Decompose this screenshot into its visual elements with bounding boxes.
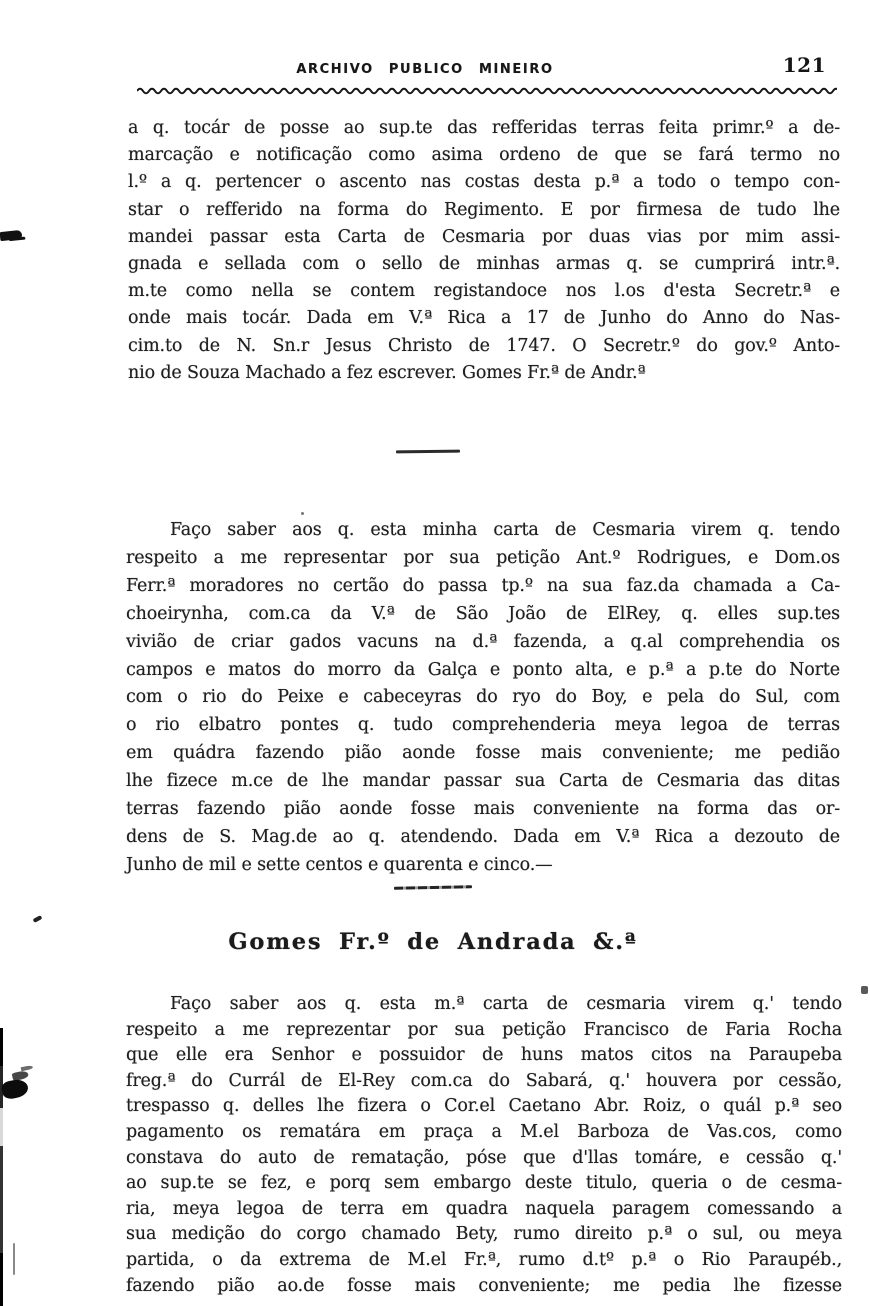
ink-tick-mark [33, 915, 43, 923]
text-line: Faço saber aos q. esta minha carta de Cesmaria virem q. tendo [170, 520, 840, 540]
text-line: pagamento os rematára em praça a M.el Barboza de Vas.cos, como [126, 1121, 842, 1142]
text-line: l.º a q. pertencer o ascento nas costas desta p.ª a todo o tempo con- [128, 172, 840, 193]
binding-gutter-streak [0, 1028, 3, 1306]
text-line: vivião de criar gados vacuns na d.ª fazenda, a q.al comprehendia os [126, 631, 840, 652]
text-line: Faço saber aos q. esta m.ª carta de cesmaria virem q.' tendo [170, 994, 842, 1014]
ink-dot [301, 512, 304, 515]
text-line: ao sup.te se fez, e porq sem embargo deste titulo, queria o de cesma- [126, 1173, 842, 1194]
text-line: choeirynha, com.ca da V.ª de São João de ElRey, q. elles sup.tes [126, 603, 840, 624]
ink-blot [0, 1077, 29, 1100]
text-line: star o refferido na forma do Regimento. E por firmesa de tudo lhe [128, 199, 840, 220]
text-line: cim.to de N. Sn.r Jesus Christo de 1747. O Secretr.º do gov.º Anto- [128, 335, 840, 356]
text-line: gnada e sellada com o sello de minhas armas q. se cumprirá intr.ª. [128, 254, 840, 275]
text-line: a q. tocár de posse ao sup.te das refferidas terras feita primr.º a de- [128, 118, 840, 138]
section-heading-text: Gomes Fr.º de Andrada &.ª [228, 929, 638, 955]
text-line: constava do auto de rematação, póse que d'llas tomáre, e cessão q.' [126, 1147, 842, 1168]
running-head [128, 58, 838, 77]
text-line: terras fazendo pião aonde fosse mais conveniente na forma das or- [126, 799, 840, 820]
text-line: o rio elbatro pontes q. tudo comprehenderia meya legoa de terras [126, 715, 840, 736]
body-paragraph-3 [126, 992, 842, 1299]
body-paragraph-1 [128, 115, 840, 387]
text-line: m.te como nella se contem registandoce nos l.os d'esta Secretr.ª e [128, 281, 840, 302]
ink-smudge-mark [0, 230, 22, 241]
text-line: com o rio do Peixe e cabeceyras do ryo do Boy, e pela do Sul, com [126, 687, 840, 708]
text-line: dens de S. Mag.de ao q. atendendo. Dada em V.ª Rica a dezouto de [126, 826, 840, 847]
text-line: trespasso q. delles lhe fizera o Cor.el Caetano Abr. Roiz, o quál p.ª seo [126, 1096, 842, 1117]
text-line: lhe fizece m.ce de lhe mandar passar sua Carta de Cesmaria das ditas [126, 771, 840, 792]
text-line: partida, o da extrema de M.el Fr.ª, rumo d.tº p.ª o Rio Paraupéb., [126, 1249, 842, 1270]
text-line: marcação e notificação como asima ordeno de que se fará termo no [128, 145, 840, 166]
section-heading [128, 929, 838, 955]
text-line: que elle era Senhor e possuidor de huns matos citos na Paraupeba [126, 1045, 842, 1066]
wavy-rule [137, 84, 837, 96]
section-divider-rule [396, 450, 460, 454]
text-line: respeito a me representar por sua petição Ant.º Rodrigues, e Dom.os [126, 547, 840, 568]
section-divider-rule-2 [394, 885, 472, 890]
text-line: onde mais tocár. Dada em V.ª Rica a 17 de Junho do Anno do Nas- [128, 308, 840, 329]
text-line: fazendo pião ao.de fosse mais conveniente; me pedia lhe fizesse [126, 1275, 842, 1296]
body-paragraph-2 [126, 517, 840, 880]
text-line: respeito a me reprezentar por sua petição Francisco de Faria Rocha [126, 1019, 842, 1040]
text-line: nio de Souza Machado a fez escrever. Gomes Fr.ª de Andr.ª [128, 362, 646, 383]
text-line: ria, meya legoa de terra em quadra naquela paragem comessando a [126, 1198, 842, 1219]
text-line: campos e matos do morro da Galça e ponto alta, e p.ª a p.te do Norte [126, 659, 840, 680]
text-line: sua medição do corgo chamado Bety, rumo direito p.ª o sul, ou meya [126, 1224, 842, 1245]
gutter-hairline [13, 1243, 15, 1275]
text-line: freg.ª do Currál de El-Rey com.ca do Sabará, q.' houvera por cessão, [126, 1070, 842, 1091]
text-line: em quádra fazendo pião aonde fosse mais conveniente; me pedião [126, 743, 840, 764]
text-line: mandei passar esta Carta de Cesmaria por duas vias por mim assi- [128, 226, 840, 247]
text-line: Ferr.ª moradores no certão do passa tp.º na sua faz.da chamada a Ca- [126, 575, 840, 596]
journal-title: ARCHIVO PUBLICO MINEIRO [296, 62, 554, 77]
ink-speck [861, 986, 868, 994]
page-number: 121 [782, 53, 826, 77]
text-line: Junho de mil e sette centos e quarenta e cinco.— [126, 854, 553, 875]
